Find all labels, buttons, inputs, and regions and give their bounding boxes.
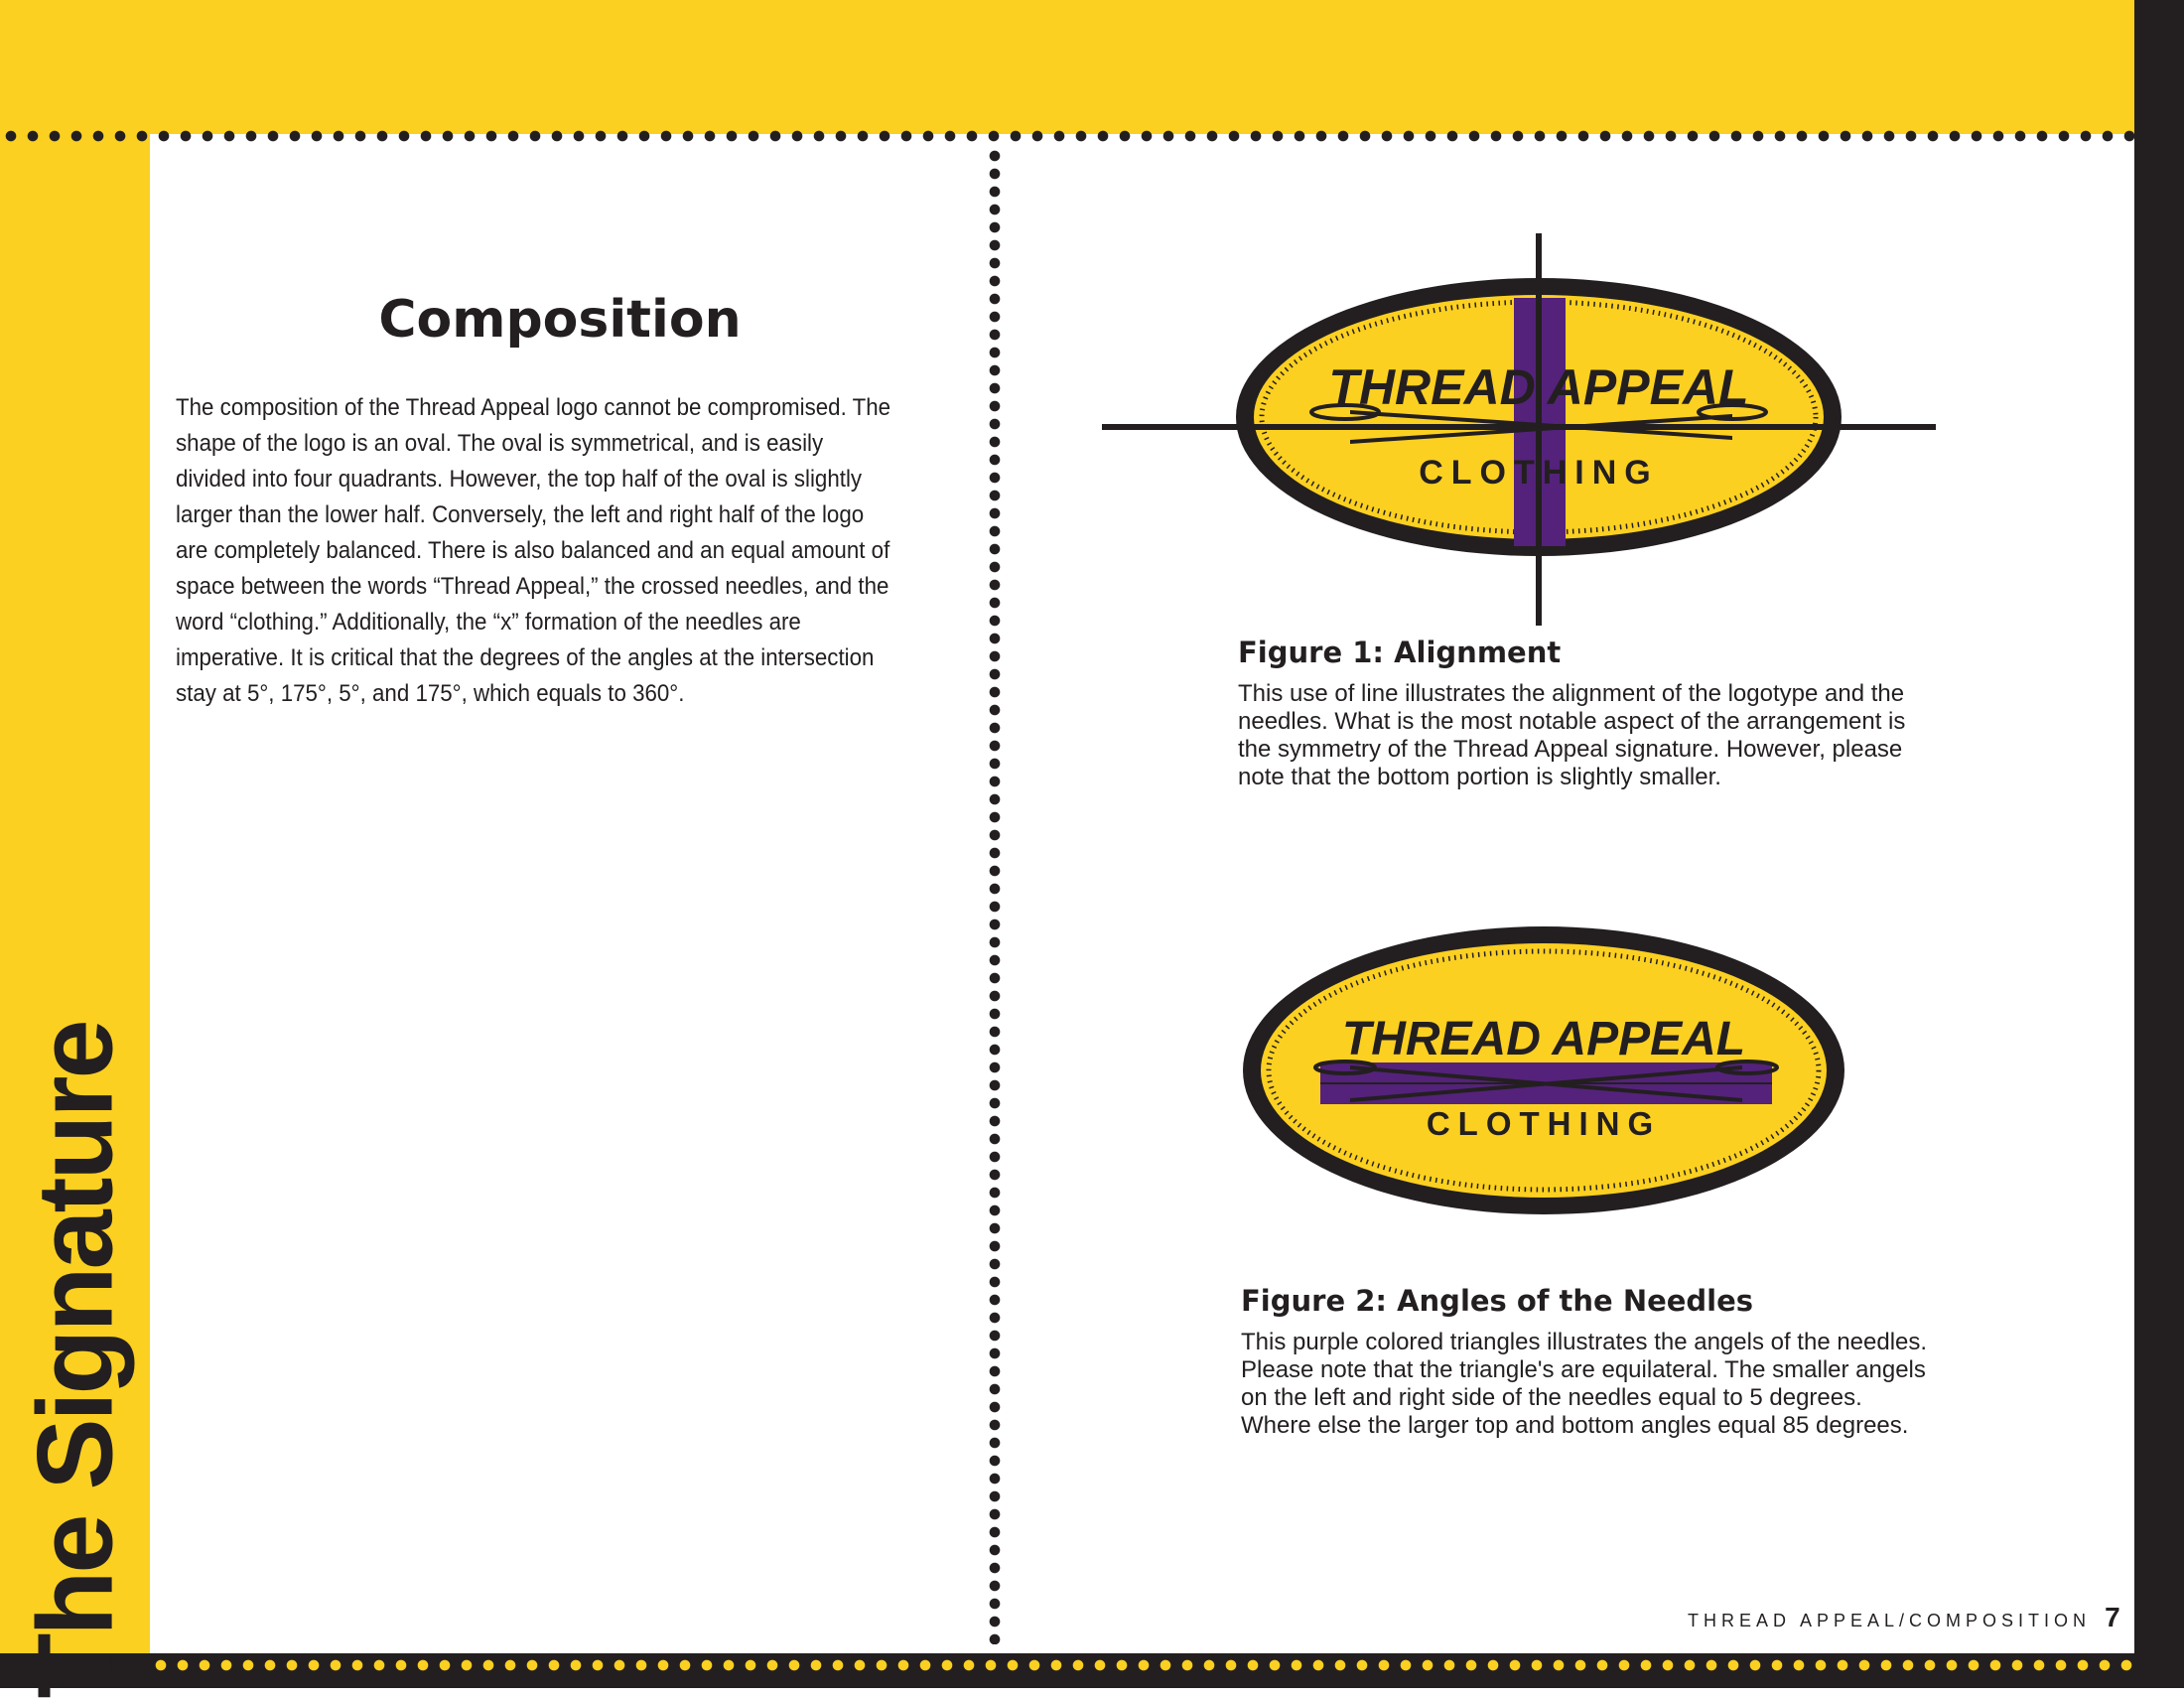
figure-1-caption: This use of line illustrates the alignment of the logotype and the needles. What is the most notable aspect of the arrangement is the symmetry of the Thread Appeal signature. However, please note that the bottom portion is slightly smaller. [1238,680,1906,790]
logo-bottom-text: CLOTHING [1419,454,1659,492]
section-title-vertical [0,134,150,1699]
logo-top-text: THREAD APPEAL [1341,1013,1746,1065]
figure-2-title: Figure 2: Angles of the Needles [1241,1284,1754,1318]
footer-label: THREAD APPEAL/COMPOSITION [1688,1611,2092,1630]
figure-1-title: Figure 1: Alignment [1238,636,1562,669]
page-footer [1688,1602,2120,1633]
section-title: The Signature [14,1022,135,1699]
logo-bottom-text: CLOTHING [1426,1105,1662,1142]
body-paragraph: The composition of the Thread Appeal logo cannot be compromised. The shape of the logo is an oval. The oval is symmetrical, and is easily divided into four quadrants. However, the top half of the oval is slightly larger than the lower half. Conversely, the left and right half of the logo are completely balanced. There is also balanced and an equal amount of space between the words “Thread Appeal,” the crossed needles, and the word “clothing.” Additionally, the “x” formation of the needles are imperative. It is critical that the degrees of the angles at the intersection stay at 5°, 175°, 5°, and 175°, which equals to 360°. [176,394,891,707]
top-color-band [0,0,2134,134]
page-number: 7 [2105,1602,2120,1632]
logo-top-text: THREAD APPEAL [1328,359,1749,415]
figure-2-caption: This purple colored triangles illustrates the angels of the needles. Please note that the triangle's are equilateral. The smaller angels on the left and right side of the needles equal to 5 degrees. Where else the larger top and bottom angles equal 85 degrees. [1241,1329,1928,1439]
figure-1-logo-alignment [1097,228,1941,636]
top-dotted-rule [0,129,2134,143]
right-edge-bar [2134,0,2184,1688]
page-heading: Composition [378,290,742,350]
figure-2-logo-angles [1236,923,1851,1221]
bottom-dotted-rule [150,1658,2134,1672]
column-divider-dots [987,147,1003,1644]
